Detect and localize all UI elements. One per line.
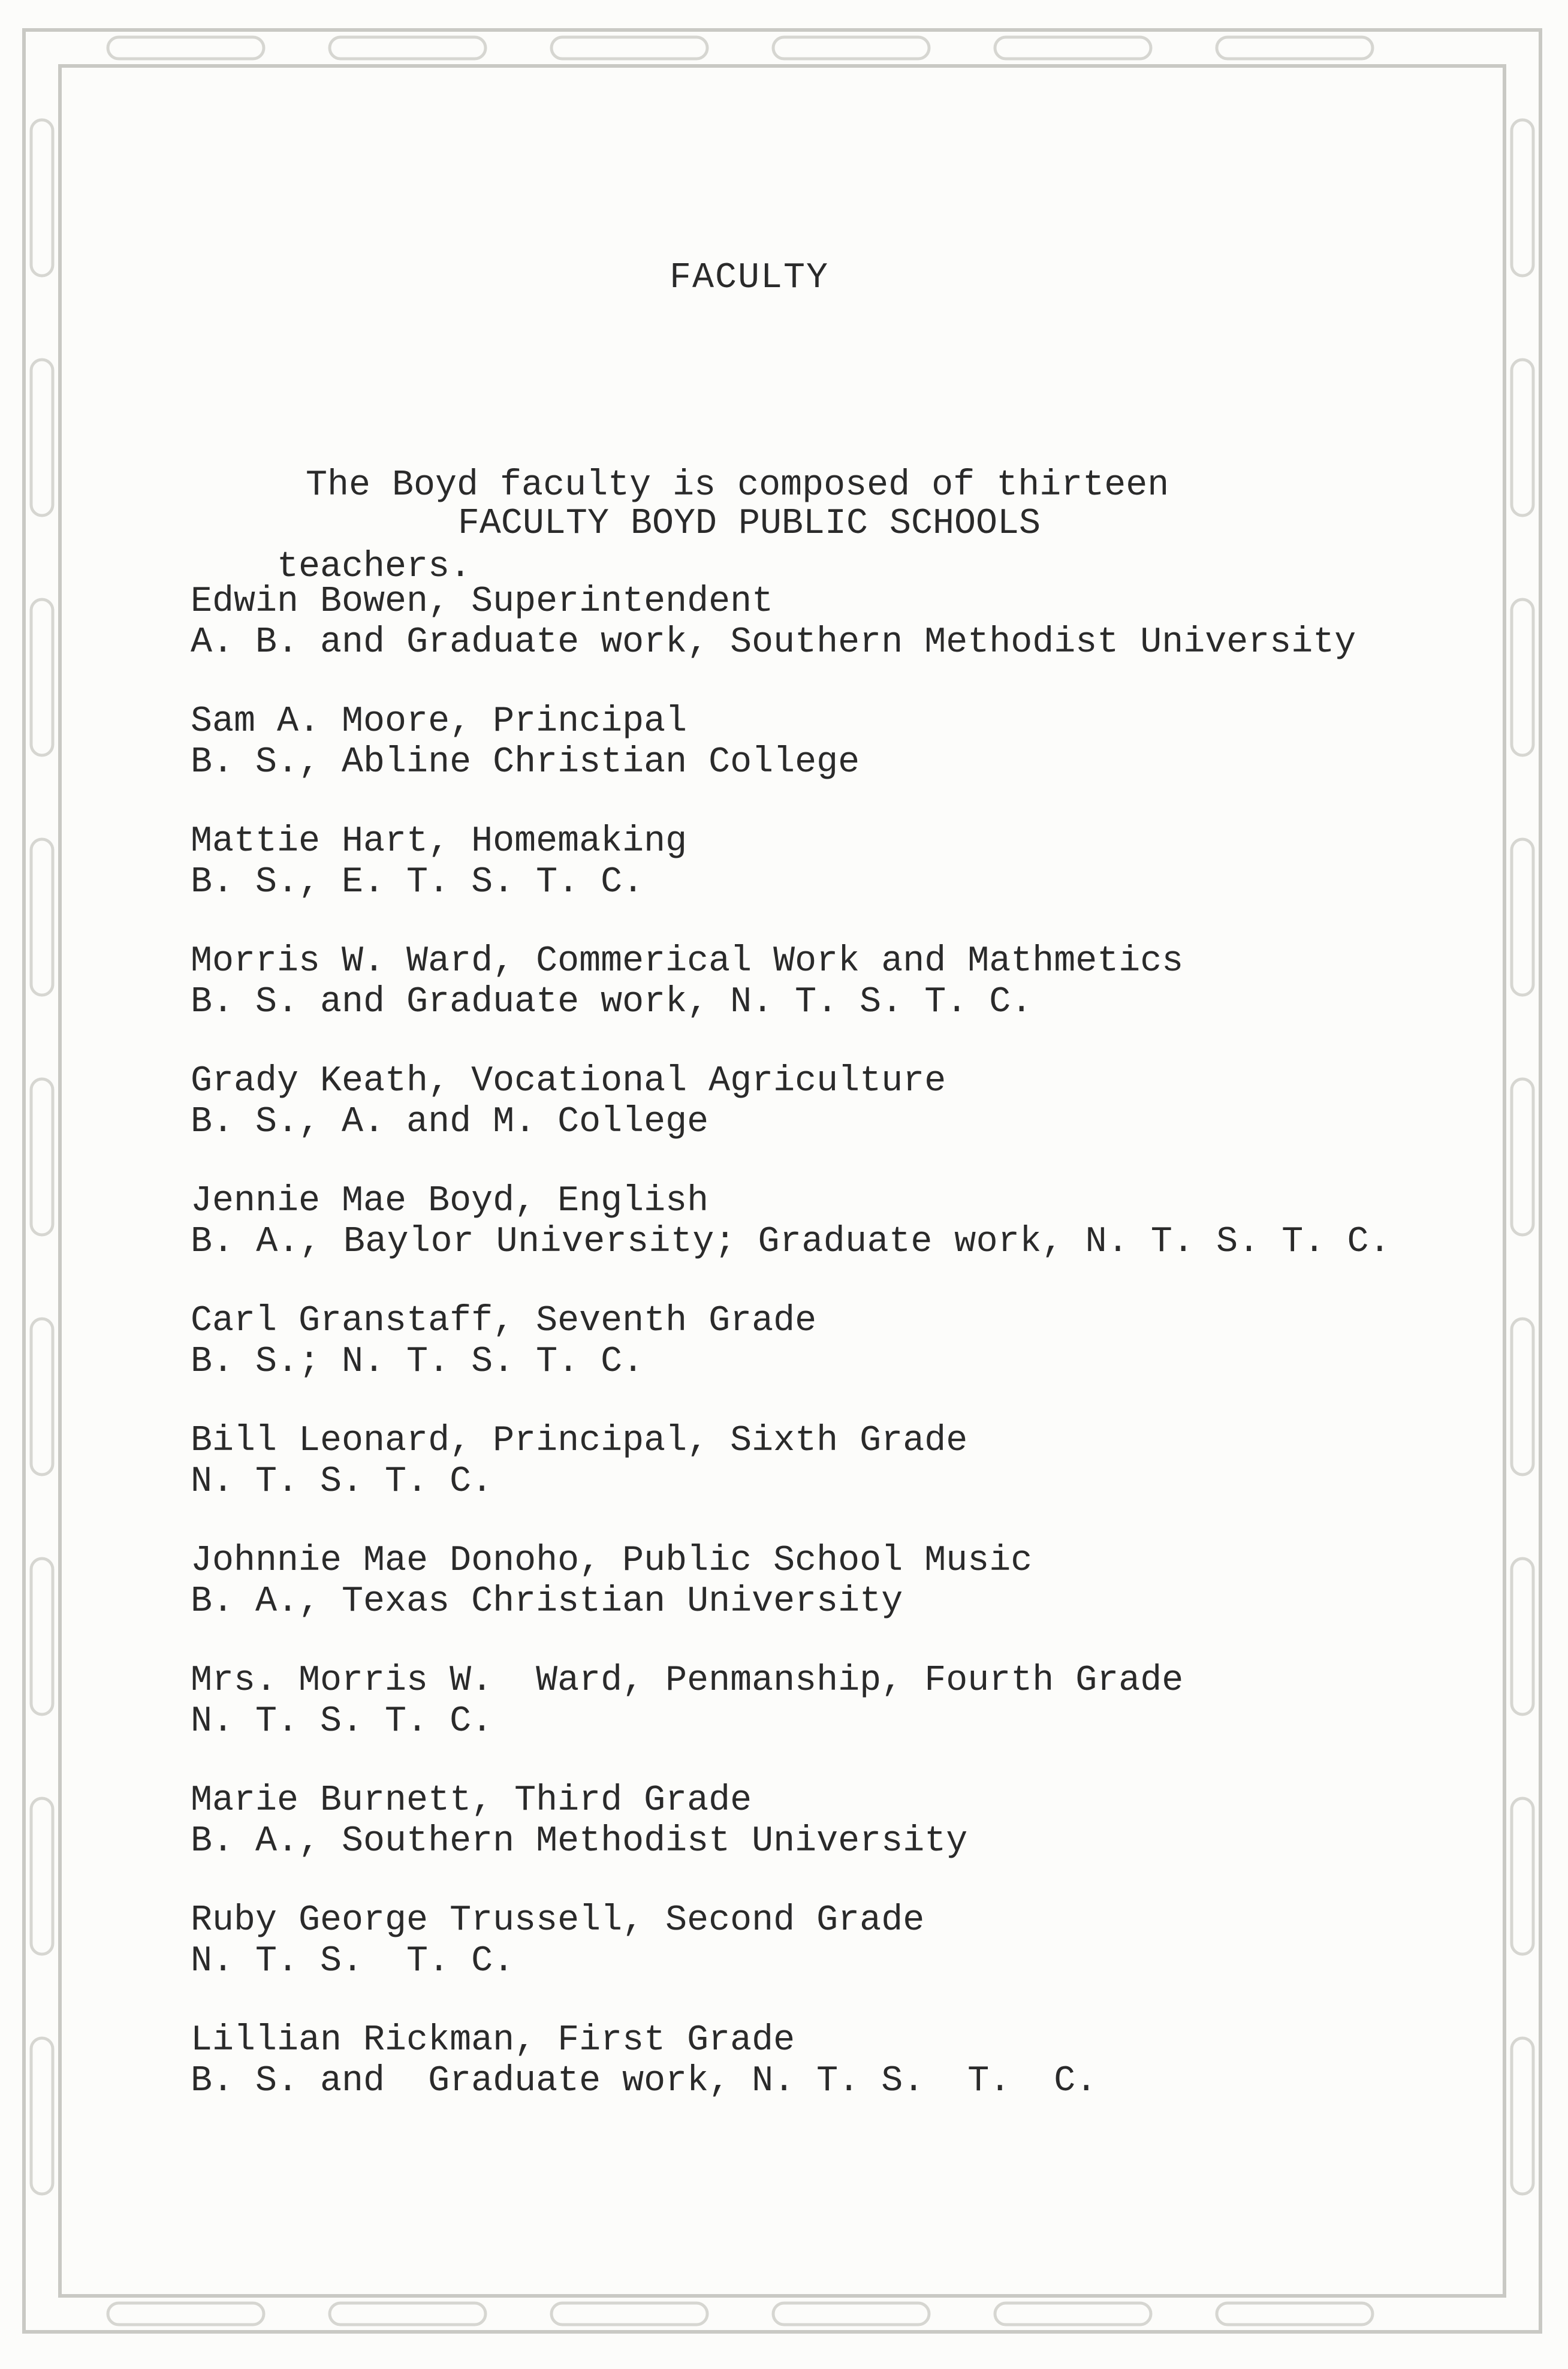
faculty-credentials: B. S. and Graduate work, N. T. S. T. C.	[191, 982, 1033, 1023]
faculty-entry	[191, 1660, 1568, 1780]
faculty-name: Johnnie Mae Donoho, Public School Music	[191, 1541, 1033, 1581]
faculty-credentials: B. S., E. T. S. T. C.	[191, 862, 644, 903]
faculty-entry	[191, 1421, 1568, 1541]
faculty-credentials: A. B. and Graduate work, Southern Methodist University	[191, 622, 1356, 663]
faculty-name: Marie Burnett, Third Grade	[191, 1780, 752, 1821]
faculty-credentials: N. T. S. T. C.	[191, 1701, 493, 1742]
faculty-name: Jennie Mae Boyd, English	[191, 1181, 709, 1222]
faculty-credentials: B. A., Baylor University; Graduate work, N. T. S. T. C.	[191, 1222, 1391, 1262]
faculty-name: Morris W. Ward, Commerical Work and Mathmetics	[191, 941, 1184, 982]
intro-line-2: teachers.	[277, 547, 472, 587]
faculty-name: Lillian Rickman, First Grade	[191, 2020, 795, 2061]
faculty-entry	[191, 1900, 1568, 2020]
faculty-name: Bill Leonard, Principal, Sixth Grade	[191, 1421, 968, 1461]
faculty-entry	[191, 581, 1568, 701]
faculty-entry	[191, 2020, 1568, 2140]
faculty-entry	[191, 1780, 1568, 1900]
faculty-entry	[191, 1301, 1568, 1421]
page-title: FACULTY	[669, 258, 830, 299]
faculty-entry	[191, 701, 1568, 821]
faculty-credentials: B. S.; N. T. S. T. C.	[191, 1342, 644, 1382]
faculty-credentials: B. S. and Graduate work, N. T. S. T. C.	[191, 2061, 1097, 2102]
faculty-entry	[191, 1541, 1568, 1660]
faculty-name: Edwin Bowen, Superintendent	[191, 581, 774, 622]
faculty-credentials: B. A., Texas Christian University	[191, 1581, 903, 1622]
faculty-entry	[191, 821, 1568, 941]
faculty-credentials: B. S., A. and M. College	[191, 1102, 709, 1143]
faculty-name: Sam A. Moore, Principal	[191, 701, 687, 742]
faculty-credentials: B. S., Abline Christian College	[191, 742, 860, 783]
faculty-name: Mrs. Morris W. Ward, Penmanship, Fourth Grade	[191, 1660, 1184, 1701]
faculty-list	[191, 581, 1568, 2140]
faculty-credentials: B. A., Southern Methodist University	[191, 1821, 968, 1862]
section-heading: FACULTY BOYD PUBLIC SCHOOLS	[457, 504, 1041, 544]
intro-line-1: The Boyd faculty is composed of thirteen	[306, 465, 1169, 506]
faculty-credentials: N. T. S. T. C.	[191, 1461, 493, 1502]
faculty-name: Ruby George Trussell, Second Grade	[191, 1900, 925, 1941]
faculty-name: Mattie Hart, Homemaking	[191, 821, 687, 862]
faculty-name: Grady Keath, Vocational Agriculture	[191, 1061, 946, 1102]
faculty-entry	[191, 1061, 1568, 1181]
faculty-credentials: N. T. S. T. C.	[191, 1941, 515, 1982]
faculty-entry	[191, 1181, 1568, 1301]
faculty-name: Carl Granstaff, Seventh Grade	[191, 1301, 817, 1342]
faculty-entry	[191, 941, 1568, 1061]
